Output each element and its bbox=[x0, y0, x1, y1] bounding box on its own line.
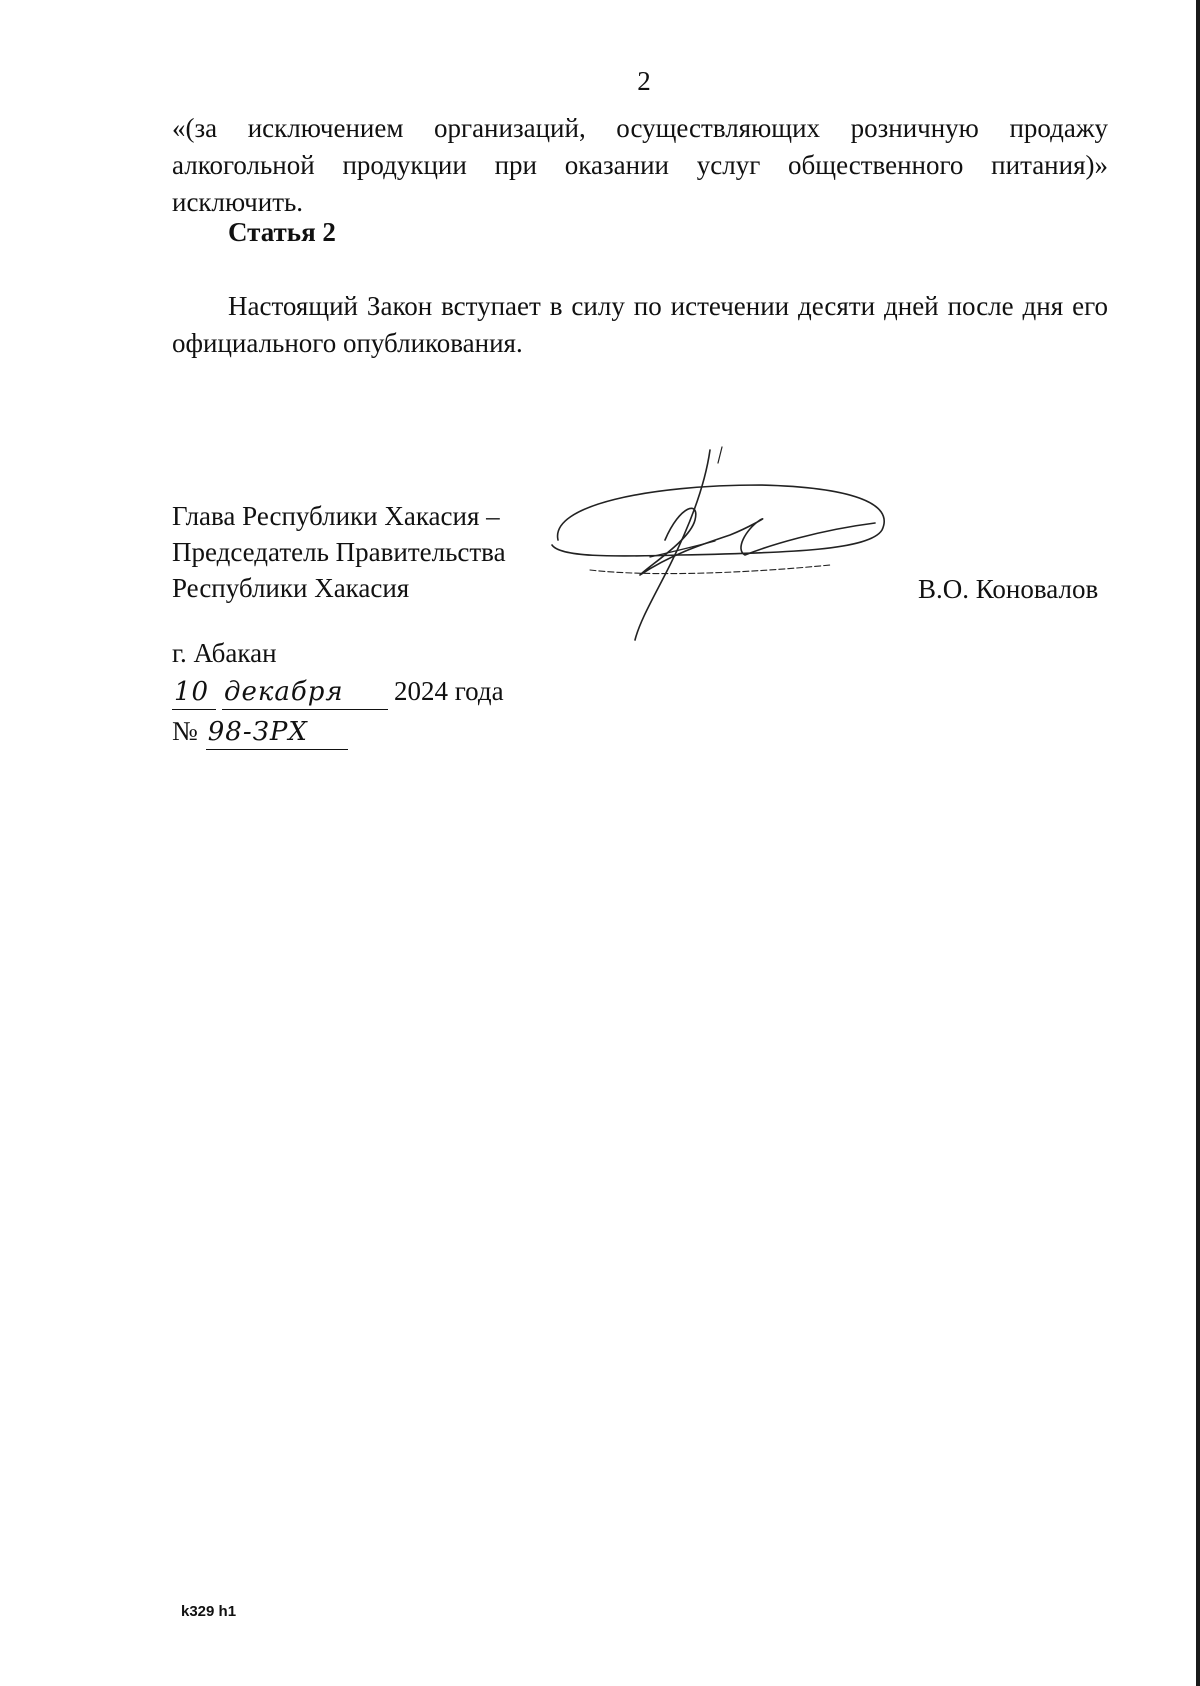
paragraph-exclusion: «(за исключением организаций, осуществляющих розничную продажу алкогольной продукции при оказании услуг общественного питания)» исключить. bbox=[172, 113, 1108, 217]
signatory-title-line-3: Республики Хакасия bbox=[172, 573, 410, 603]
signatory-title-line-1: Глава Республики Хакасия – bbox=[172, 501, 500, 531]
date-line bbox=[172, 674, 504, 710]
article-heading: Статья 2 bbox=[228, 217, 336, 247]
signatory-name: В.О. Коновалов bbox=[918, 574, 1099, 604]
page-number: 2 bbox=[637, 66, 651, 96]
law-number-line bbox=[172, 714, 348, 750]
handwritten-signature bbox=[530, 445, 900, 650]
number-sign: № bbox=[172, 716, 198, 746]
date-year: 2024 года bbox=[394, 676, 504, 706]
footer-code: k329 h1 bbox=[181, 1603, 237, 1620]
date-day-handwritten: 10 bbox=[172, 675, 216, 710]
place-of-signing: г. Абакан bbox=[172, 638, 277, 668]
signatory-title-line-2: Председатель Правительства bbox=[172, 537, 506, 567]
signatory-title bbox=[172, 498, 506, 606]
law-number-handwritten: 98-ЗРХ bbox=[206, 715, 348, 750]
paragraph-entry-into-force: Настоящий Закон вступает в силу по истечении десяти дней после дня его официального опубликования. bbox=[172, 291, 1108, 358]
date-month-handwritten: декабря bbox=[222, 675, 388, 710]
